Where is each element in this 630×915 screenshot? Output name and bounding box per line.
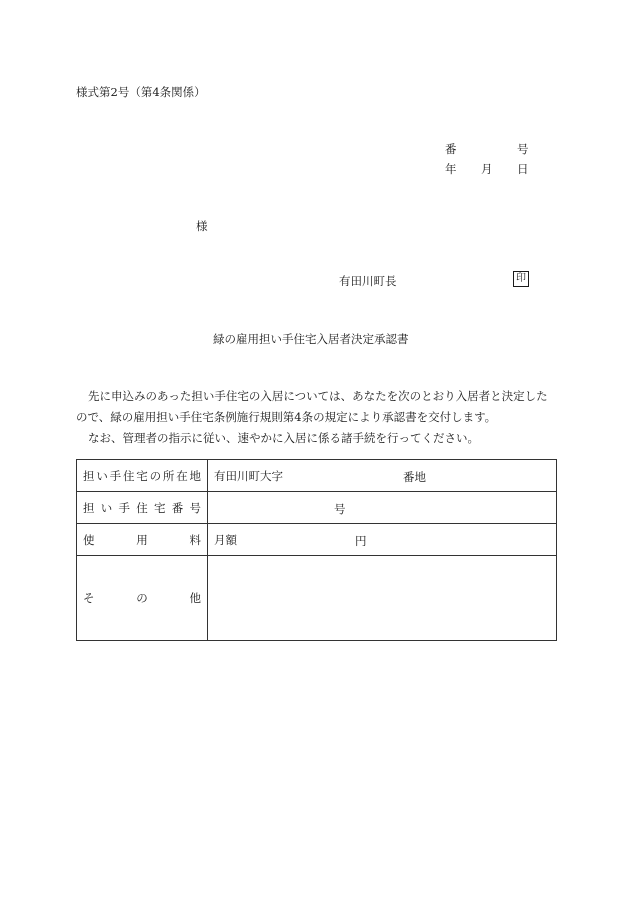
label-other: そ の 他: [77, 556, 208, 641]
day-label: 日: [517, 162, 529, 176]
number-suffix: 号: [517, 142, 529, 156]
table-row-house-number: [77, 492, 557, 524]
house-number-suffix: 号: [334, 502, 346, 516]
label-fee: 使 用 料: [77, 524, 208, 556]
body-text: [76, 386, 556, 449]
issuer-name: 有田川町長: [339, 274, 397, 288]
table-row-fee: [77, 524, 557, 556]
body-paragraph-1: 先に申込みのあった担い手住宅の入居については、あなたを次のとおり入居者と決定したので、緑の雇用担い手住宅条例施行規則第4条の規定により承認書を交付します。: [76, 389, 548, 424]
form-number: 様式第2号（第4条関係）: [76, 85, 206, 99]
number-label: 番: [445, 142, 457, 156]
value-house-number: [208, 492, 557, 524]
value-other: [208, 556, 557, 641]
label-house-number: 担 い 手 住 宅 番 号: [77, 492, 208, 524]
recipient-honorific: 様: [196, 219, 208, 233]
year-label: 年: [445, 162, 457, 176]
label-location: 担 い 手 住 宅 の 所 在 地: [77, 460, 208, 492]
details-table: [76, 459, 557, 641]
table-row-location: [77, 460, 557, 492]
document-title: 緑の雇用担い手住宅入居者決定承認書: [213, 332, 409, 346]
location-suffix: 番地: [403, 470, 426, 484]
month-label: 月: [481, 162, 493, 176]
value-location: [208, 460, 557, 492]
fee-suffix: 円: [355, 534, 367, 548]
table-row-other: [77, 556, 557, 641]
fee-prefix: 月額: [214, 532, 237, 547]
location-prefix: 有田川町大字: [214, 468, 283, 483]
seal-mark: 印: [513, 271, 529, 287]
body-paragraph-2: なお、管理者の指示に従い、速やかに入居に係る諸手続を行ってください。: [88, 431, 479, 445]
value-fee: [208, 524, 557, 556]
